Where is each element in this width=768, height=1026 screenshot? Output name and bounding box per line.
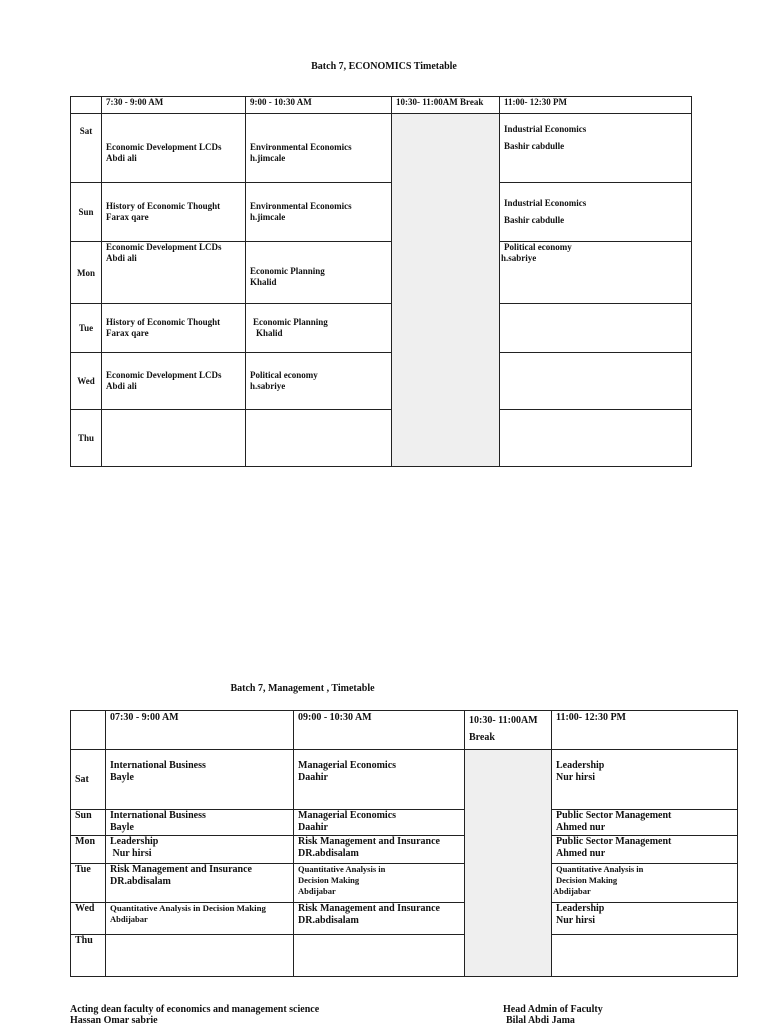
class-cell xyxy=(246,242,392,304)
course-name-cont: Decision Making xyxy=(556,875,618,885)
class-cell xyxy=(102,114,246,183)
class-cell xyxy=(294,935,465,977)
class-cell xyxy=(246,114,392,183)
table-row xyxy=(71,410,692,467)
admin-name: Bilal Abdi Jama xyxy=(506,1015,575,1026)
course-name: Managerial Economics xyxy=(298,760,397,771)
course-name: Leadership xyxy=(556,903,605,914)
course-name: Environmental Economics xyxy=(250,201,352,211)
lecturer-name: Abdi ali xyxy=(106,153,137,163)
class-cell xyxy=(106,935,294,977)
course-name: Public Sector Management xyxy=(556,810,672,821)
course-name: Leadership xyxy=(556,760,605,771)
course-name: Economic Development LCDs xyxy=(106,142,222,152)
management-timetable xyxy=(70,710,738,977)
slot-header: 09:00 - 10:30 AM xyxy=(294,711,465,750)
class-cell xyxy=(552,903,738,935)
break-label: Break xyxy=(469,732,495,743)
lecturer-name: Bayle xyxy=(110,772,134,783)
slot-header: 9:00 - 10:30 AM xyxy=(246,97,392,114)
class-cell xyxy=(552,810,738,836)
class-cell xyxy=(246,410,392,467)
lecturer-name: DR.abdisalam xyxy=(298,915,359,926)
lecturer-name: Abdi ali xyxy=(106,381,137,391)
day-label: Wed xyxy=(71,353,102,410)
class-cell xyxy=(294,903,465,935)
lecturer-name: h.sabriye xyxy=(501,253,537,263)
class-cell xyxy=(552,836,738,864)
lecturer-name: Farax qare xyxy=(106,212,149,222)
course-name: History of Economic Thought xyxy=(106,201,221,211)
corner-cell xyxy=(71,711,106,750)
lecturer-name: Abdi ali xyxy=(106,253,137,263)
dean-title: Acting dean faculty of economics and management science xyxy=(70,1004,320,1015)
class-cell xyxy=(102,183,246,242)
day-label: Sun xyxy=(71,183,102,242)
course-name: Economic Planning xyxy=(253,317,328,327)
table-row xyxy=(71,903,738,935)
lecturer-name: DR.abdisalam xyxy=(110,876,171,887)
day-label: Sat xyxy=(71,114,102,183)
course-name: Leadership xyxy=(110,836,159,847)
day-label: Sat xyxy=(71,750,106,810)
lecturer-name: h.jimcale xyxy=(250,212,286,222)
day-label: Sun xyxy=(71,810,106,836)
day-label: Thu xyxy=(71,935,106,977)
course-name: Risk Management and Insurance xyxy=(298,903,440,914)
course-name: Quantitative Analysis in xyxy=(298,864,386,874)
admin-title: Head Admin of Faculty xyxy=(503,1004,603,1015)
lecturer-name: Abdijabar xyxy=(110,914,148,924)
class-cell xyxy=(500,242,692,304)
class-cell xyxy=(294,810,465,836)
lecturer-name: Daahir xyxy=(298,822,328,833)
course-name: Industrial Economics xyxy=(504,198,587,208)
class-cell xyxy=(102,353,246,410)
class-cell xyxy=(552,864,738,903)
course-name: Economic Planning xyxy=(250,265,325,276)
slot-header: 11:00- 12:30 PM xyxy=(552,711,738,750)
course-name: Managerial Economics xyxy=(298,810,397,821)
table-row xyxy=(71,304,692,353)
class-cell xyxy=(106,836,294,864)
class-cell xyxy=(500,304,692,353)
lecturer-name: Ahmed nur xyxy=(556,822,606,833)
class-cell xyxy=(552,750,738,810)
day-label: Thu xyxy=(71,410,102,467)
slot-header: 10:30- 11:00AM Break xyxy=(392,97,500,114)
day-label: Mon xyxy=(71,836,106,864)
class-cell xyxy=(246,304,392,353)
course-name: Risk Management and Insurance xyxy=(298,836,440,847)
header-row xyxy=(71,97,692,114)
break-time: 10:30- 11:00AM xyxy=(469,715,538,726)
lecturer-name: Khalid xyxy=(250,276,277,287)
course-name: Quantitative Analysis in xyxy=(556,864,644,874)
lecturer-name: Daahir xyxy=(298,772,328,783)
course-name: Economic Development LCDs xyxy=(106,370,222,380)
table-row xyxy=(71,750,738,810)
class-cell xyxy=(552,935,738,977)
course-name: International Business xyxy=(110,760,206,771)
day-label: Tue xyxy=(71,304,102,353)
lecturer-name: Bashir cabdulle xyxy=(504,141,565,151)
lecturer-name: Farax qare xyxy=(106,328,149,338)
course-name: Industrial Economics xyxy=(504,124,587,134)
lecturer-name: Nur hirsi xyxy=(110,848,152,859)
economics-timetable-title: Batch 7, ECONOMICS Timetable xyxy=(311,61,457,72)
class-cell xyxy=(500,183,692,242)
class-cell xyxy=(102,410,246,467)
lecturer-name: Abdijabar xyxy=(553,886,591,896)
lecturer-name: h.sabriye xyxy=(250,381,286,391)
course-name: Environmental Economics xyxy=(250,142,352,152)
lecturer-name: Abdijabar xyxy=(298,886,336,896)
course-name: International Business xyxy=(110,810,206,821)
class-cell xyxy=(500,114,692,183)
course-name: Public Sector Management xyxy=(556,836,672,847)
day-label: Wed xyxy=(71,903,106,935)
class-cell xyxy=(106,810,294,836)
class-cell xyxy=(500,353,692,410)
dean-name: Hassan Omar sabrie xyxy=(70,1015,158,1026)
slot-header: 7:30 - 9:00 AM xyxy=(102,97,246,114)
lecturer-name: Ahmed nur xyxy=(556,848,606,859)
slot-header: 11:00- 12:30 PM xyxy=(500,97,692,114)
table-row xyxy=(71,183,692,242)
slot-header xyxy=(465,711,552,750)
course-name: Quantitative Analysis in Decision Making xyxy=(110,903,266,913)
course-name-cont: Decision Making xyxy=(298,875,360,885)
table-row xyxy=(71,114,692,183)
class-cell xyxy=(294,750,465,810)
class-cell xyxy=(102,242,246,304)
class-cell xyxy=(246,183,392,242)
table-row xyxy=(71,242,692,304)
course-name: History of Economic Thought xyxy=(106,317,221,327)
break-column xyxy=(392,114,500,467)
day-label: Mon xyxy=(71,242,102,304)
lecturer-name: DR.abdisalam xyxy=(298,848,359,859)
table-row xyxy=(71,810,738,836)
corner-cell xyxy=(71,97,102,114)
break-column xyxy=(465,750,552,977)
lecturer-name: Nur hirsi xyxy=(556,915,595,926)
table-row xyxy=(71,864,738,903)
class-cell xyxy=(246,353,392,410)
table-row xyxy=(71,353,692,410)
economics-timetable xyxy=(70,96,692,467)
day-label: Tue xyxy=(71,864,106,903)
slot-header: 07:30 - 9:00 AM xyxy=(106,711,294,750)
class-cell xyxy=(294,836,465,864)
dean-signature-block xyxy=(70,1004,319,1026)
class-cell xyxy=(106,903,294,935)
course-name: Risk Management and Insurance xyxy=(110,864,252,875)
class-cell xyxy=(500,410,692,467)
course-name: Political economy xyxy=(504,242,572,252)
lecturer-name: Bayle xyxy=(110,822,134,833)
class-cell xyxy=(106,750,294,810)
header-row xyxy=(71,711,738,750)
lecturer-name: Bashir cabdulle xyxy=(504,215,565,225)
table-row xyxy=(71,836,738,864)
course-name: Economic Development LCDs xyxy=(106,242,222,252)
admin-signature-block xyxy=(503,1004,603,1026)
lecturer-name: Nur hirsi xyxy=(556,772,595,783)
class-cell xyxy=(106,864,294,903)
table-row xyxy=(71,935,738,977)
lecturer-name: Khalid xyxy=(256,328,283,338)
management-timetable-title: Batch 7, Management , Timetable xyxy=(230,683,375,694)
class-cell xyxy=(102,304,246,353)
lecturer-name: h.jimcale xyxy=(250,153,286,163)
class-cell xyxy=(294,864,465,903)
course-name: Political economy xyxy=(250,370,318,380)
